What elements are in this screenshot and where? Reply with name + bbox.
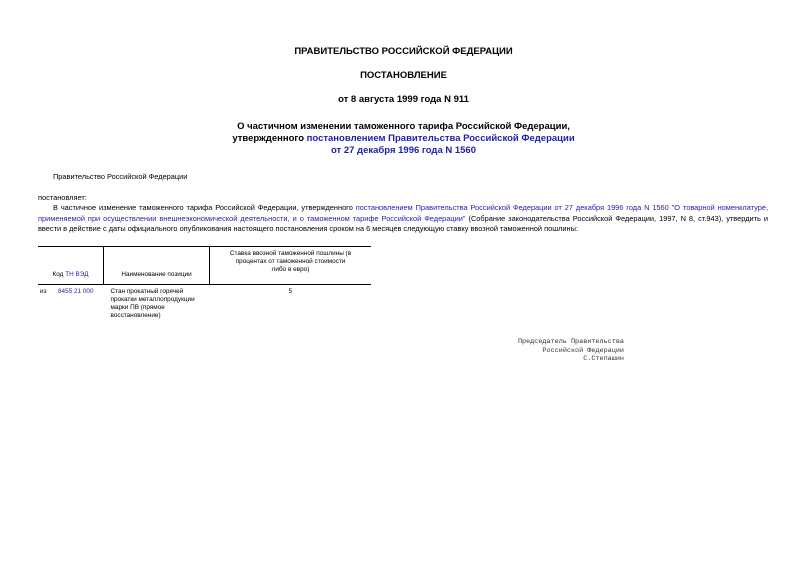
signature-name: С.Степашин <box>583 355 624 363</box>
table-header-row <box>38 247 371 285</box>
row-code-cell <box>38 288 104 320</box>
tariff-table <box>38 246 371 320</box>
row-name: Стан прокатный горячей прокатки металлопродукции марки ПВ (прямое восстановление) <box>110 287 195 319</box>
header-code-link[interactable]: ТН ВЭД <box>65 271 89 278</box>
row-rate: 5 <box>288 287 293 295</box>
intro-text: Правительство Российской Федерации <box>53 172 188 181</box>
document-title-line1: О частичном изменении таможенного тарифа Российской Федерации, <box>237 121 570 132</box>
paragraph-end: (Собрание законодательства Российской Федерации, 1997, N 8, ст.943), утвердить и ввести в действие с даты официального опубликования настоящего постановления сроком на 6 месяцев следующую ставку ввозной таможенной пошлины: <box>38 213 768 233</box>
document-title-line2 <box>0 133 807 144</box>
title-plain-text: утвержденного <box>232 133 307 144</box>
government-heading: ПРАВИТЕЛЬСТВО РОССИЙСКОЙ ФЕДЕРАЦИИ <box>294 46 513 57</box>
signature-block <box>518 338 624 364</box>
document-type: ПОСТАНОВЛЕНИЕ <box>360 70 447 81</box>
document-date-number: от 8 августа 1999 года N 911 <box>338 94 469 105</box>
header-rate: Ставка ввозной таможенной пошлины (в процентах от таможенной стоимости либо в евро) <box>210 247 372 285</box>
header-code <box>38 247 104 285</box>
paragraph-nomenclature-link[interactable]: "О товарной номенклатуре, применяемой при осуществлении внешнеэкономической деятельности, и о таможенном тарифе Российской Федерации" <box>38 203 769 223</box>
header-name: Наименование позиции <box>104 247 210 285</box>
paragraph-start: В частичное изменение таможенного тарифа Российской Федерации, утвержденного <box>53 203 356 212</box>
title-date-link[interactable]: от 27 декабря 1996 года N 1560 <box>330 145 476 156</box>
title-resolution-link[interactable]: постановлением Правительства Российской Федерации <box>306 133 575 144</box>
decides-text: постановляет: <box>38 193 87 202</box>
table-row <box>38 288 371 320</box>
signature-position: Председатель Правительства <box>517 338 624 346</box>
paragraph-resolution-link[interactable]: постановлением Правительства Российской Федерации от 27 декабря 1996 года N 1560 <box>355 203 669 212</box>
main-paragraph <box>38 203 768 235</box>
signature-organization: Российской Федерации <box>542 346 624 355</box>
row-prefix: из <box>40 287 47 295</box>
header-code-prefix: Код <box>52 271 66 278</box>
row-code-link[interactable]: 8455 21 000 <box>58 287 94 295</box>
